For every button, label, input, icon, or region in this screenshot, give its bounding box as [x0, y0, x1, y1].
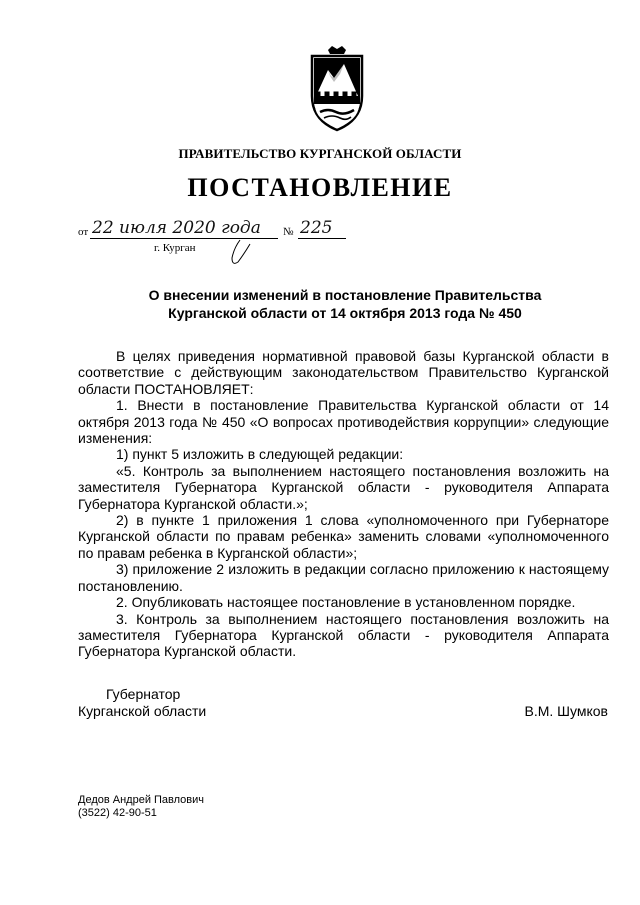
paragraph-subitem-1: 1) пункт 5 изложить в следующей редакции:: [116, 446, 404, 463]
executor-name: Дедов Андрей Павлович: [78, 794, 205, 806]
subject-line-1: О внесении изменений в постановление Правительства: [148, 287, 542, 303]
subject-line-2: Курганской области от 14 октября 2013 года № 450: [168, 305, 522, 321]
paragraph-item-1: 1. Внести в постановление Правительства Курганской области от 14 октября 2013 года № 450 «О вопросах противодействия коррупции» следующие изменения:: [78, 397, 609, 447]
date-number-block: [78, 218, 378, 268]
document-subject: [0, 286, 640, 322]
paragraph-subitem-3: 3) приложение 2 изложить в редакции согласно приложению к настоящему постановлению.: [78, 561, 609, 594]
executor-block: [78, 794, 204, 820]
paragraph-quote-5: «5. Контроль за выполнением настоящего постановления возложить на заместителя Губернатора Курганской области - руководителя Аппарата Губернатора Курганской области.»;: [78, 462, 609, 512]
paragraph-item-3: 3. Контроль за выполнением настоящего постановления возложить на заместителя Губернатора Курганской области - руководителя Аппарата Губернатора Курганской области.: [78, 610, 609, 660]
position-line-1: Губернатор: [106, 686, 181, 702]
paragraph-item-2: 2. Опубликовать настоящее постановление в установленном порядке.: [116, 594, 576, 611]
number-underline: [298, 238, 346, 239]
paragraph-preamble: В целях приведения нормативной правовой базы Курганской области в соответствие с действующим законодательством Правительство Курганской области ПОСТАНОВЛЯЕТ:: [78, 348, 609, 397]
executor-phone: (3522) 42-90-51: [78, 807, 157, 819]
signatory-name: В.М. Шумков: [524, 703, 608, 719]
paragraph-subitem-2: 2) в пункте 1 приложения 1 слова «уполномоченного при Губернаторе Курганской области по правам ребенка» заменить словами «уполномоченного по правам ребенка в Курганской области»;: [78, 512, 609, 561]
position-line-2: Курганской области: [78, 703, 207, 719]
handwritten-number: 225: [300, 218, 333, 238]
handwritten-date: 22 июля 2020 года: [92, 218, 261, 238]
document-body: [78, 348, 609, 660]
document-type-title: ПОСТАНОВЛЕНИЕ: [187, 173, 453, 202]
government-title: ПРАВИТЕЛЬСТВО КУРГАНСКОЙ ОБЛАСТИ: [178, 146, 462, 161]
signature-stroke-icon: [226, 238, 256, 268]
city-label: г. Курган: [154, 242, 196, 254]
number-label: №: [283, 226, 294, 238]
from-label: от: [78, 226, 89, 238]
kurgan-oblast-coat-of-arms-icon: [298, 44, 376, 136]
signatory-position: [78, 686, 206, 720]
